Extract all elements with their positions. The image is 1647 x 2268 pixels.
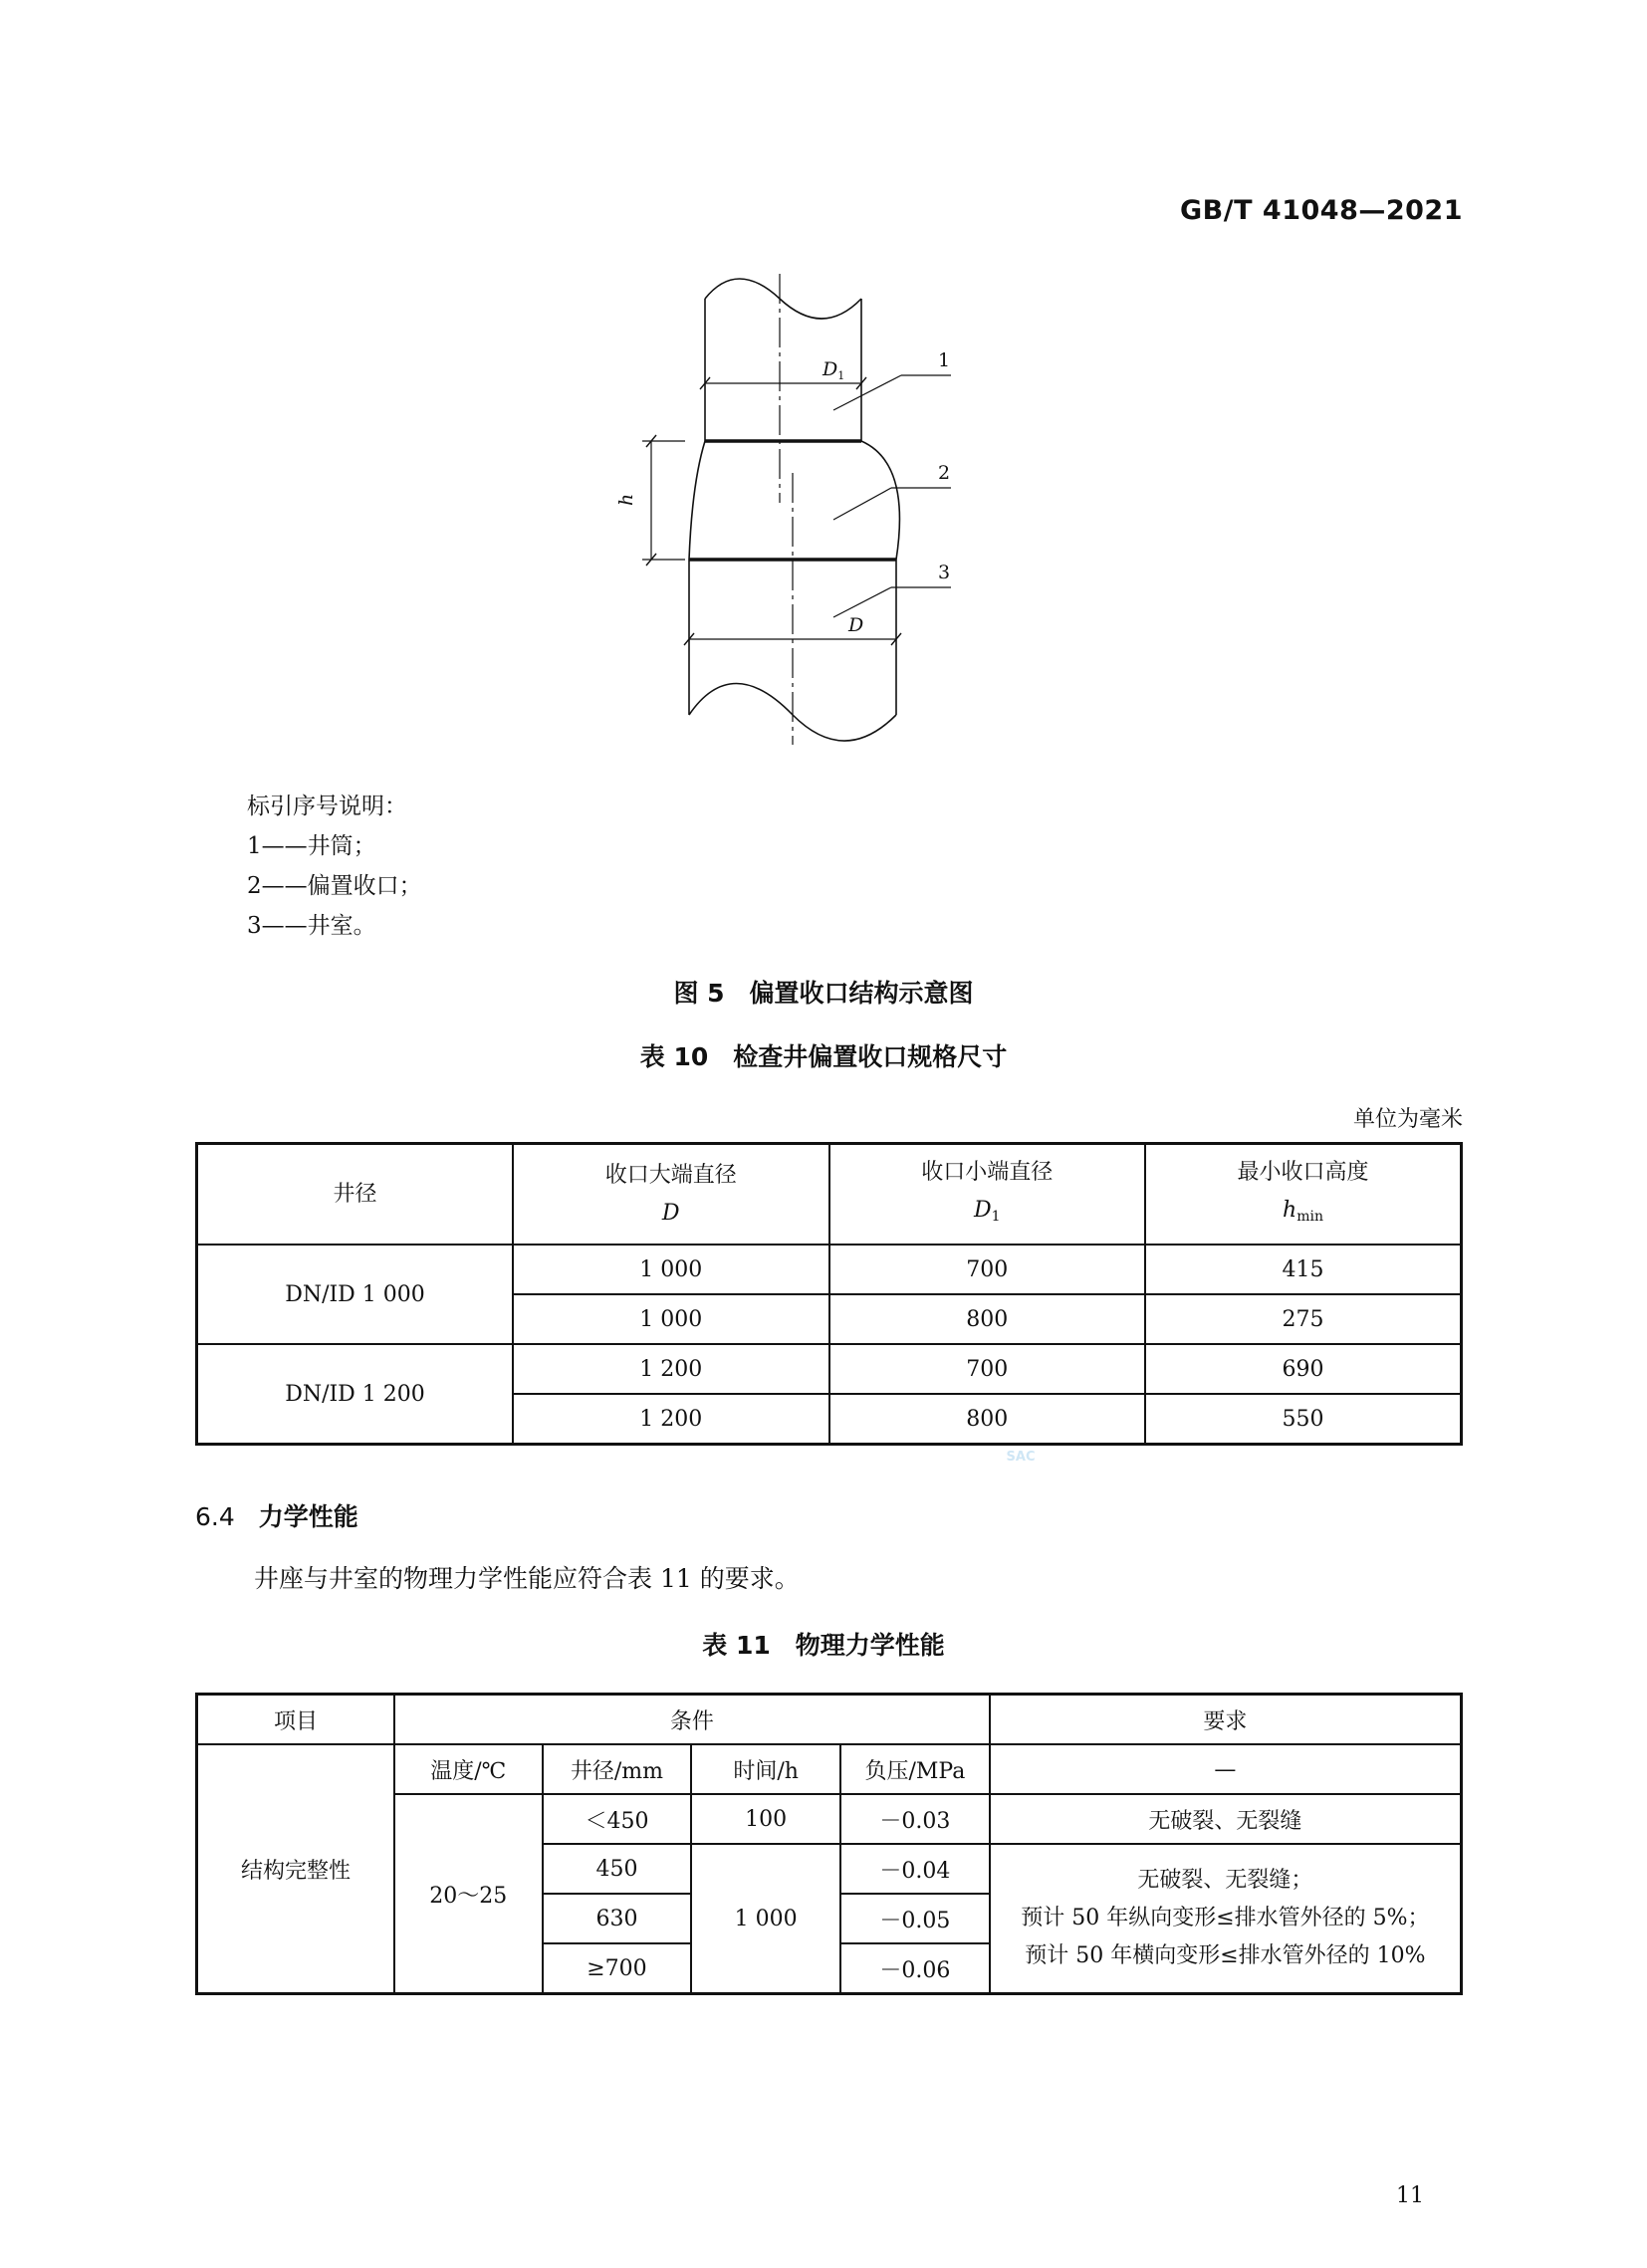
size-cell: DN/ID 1 200 — [197, 1344, 514, 1445]
table-cell: 1 200 — [513, 1344, 829, 1394]
callout-1: 1 — [938, 349, 951, 371]
subheader-requirement: — — [990, 1744, 1462, 1794]
time-cell: 1 000 — [691, 1844, 840, 1994]
table10-caption: 表 10 检查井偏置收口规格尺寸 — [639, 1042, 1008, 1071]
body-paragraph: 井座与井室的物理力学性能应符合表 11 的要求。 — [254, 1564, 800, 1593]
header-requirement: 要求 — [990, 1695, 1462, 1745]
table-cell: －0.06 — [840, 1943, 990, 1994]
table-cell: 1 000 — [513, 1245, 829, 1294]
table-cell: 800 — [829, 1294, 1146, 1344]
figure-caption: 图 5 偏置收口结构示意图 — [673, 979, 974, 1008]
subheader-temp: 温度/℃ — [394, 1744, 543, 1794]
table-header-row — [197, 1144, 1462, 1246]
table-cell: －0.04 — [840, 1844, 990, 1894]
table-cell: 630 — [543, 1894, 692, 1943]
section-heading — [195, 1497, 358, 1533]
size-cell: DN/ID 1 000 — [197, 1245, 514, 1344]
page-number: 11 — [1396, 2183, 1424, 2208]
table-cell: 690 — [1145, 1344, 1462, 1394]
legend-title: 标引序号说明： — [247, 794, 407, 819]
table-cell: －0.03 — [840, 1794, 990, 1844]
header-item: 项目 — [197, 1695, 394, 1745]
standard-number: GB/T 41048—2021 — [1180, 195, 1463, 226]
temp-cell: 20～25 — [394, 1794, 543, 1994]
table10 — [195, 1142, 1463, 1446]
callout-2: 2 — [938, 462, 951, 484]
table-cell: 450 — [543, 1844, 692, 1894]
leader-2 — [833, 488, 891, 520]
table-cell: ≥700 — [543, 1943, 692, 1994]
table-cell: 700 — [829, 1245, 1146, 1294]
requirement-cell: 无破裂、无裂缝； 预计 50 年纵向变形≤排水管外径的 5%； 预计 50 年横向变形≤排水管外径的 10% — [990, 1844, 1462, 1994]
table-cell: 550 — [1145, 1394, 1462, 1445]
leader-3 — [833, 587, 891, 617]
table-cell: 无破裂、无裂缝 — [990, 1794, 1462, 1844]
section-number: 6.4 — [195, 1502, 235, 1531]
table-cell: 415 — [1145, 1245, 1462, 1294]
subheader-diameter: 井径/mm — [543, 1744, 692, 1794]
reducer-left-curve — [689, 441, 705, 560]
table-cell: 700 — [829, 1344, 1146, 1394]
d1-label: $D_1$ — [823, 358, 845, 382]
table-cell: 100 — [691, 1794, 840, 1844]
unit-note: 单位为毫米 — [1352, 1107, 1463, 1132]
section-title: 力学性能 — [258, 1502, 358, 1531]
table-row — [197, 1744, 1462, 1794]
table-cell: ＜450 — [543, 1794, 692, 1844]
subheader-pressure: 负压/MPa — [840, 1744, 990, 1794]
table-cell: 800 — [829, 1394, 1146, 1445]
table-cell: －0.05 — [840, 1894, 990, 1943]
table-cell: 1 200 — [513, 1394, 829, 1445]
header-large-end: 收口大端直径 D — [513, 1144, 829, 1246]
d-label: D — [848, 614, 864, 636]
table-cell: 275 — [1145, 1294, 1462, 1344]
table-cell: 1 000 — [513, 1294, 829, 1344]
legend-item: 3——井室。 — [247, 913, 376, 939]
header-condition: 条件 — [394, 1695, 990, 1745]
offset-reducer-diagram — [588, 269, 1065, 767]
h-label: h — [615, 493, 637, 506]
shaft-break-line — [705, 279, 861, 319]
table-row — [197, 1245, 1462, 1294]
figure-legend — [247, 787, 422, 946]
item-cell: 结构完整性 — [197, 1744, 394, 1994]
table-row — [197, 1344, 1462, 1394]
subheader-time: 时间/h — [691, 1744, 840, 1794]
header-small-end: 收口小端直径 $D_1$ — [829, 1144, 1146, 1246]
table-header-row — [197, 1695, 1462, 1745]
sac-watermark: SAC — [1006, 1450, 1036, 1465]
legend-item: 1——井筒； — [247, 833, 376, 859]
reducer-right-curve — [861, 441, 899, 560]
header-min-height: 最小收口高度 $h_{min}$ — [1145, 1144, 1462, 1246]
callout-3: 3 — [938, 562, 951, 583]
table11-caption: 表 11 物理力学性能 — [702, 1631, 945, 1660]
header-diameter: 井径 — [197, 1144, 514, 1246]
legend-item: 2——偏置收口； — [247, 873, 422, 899]
table11 — [195, 1693, 1463, 1995]
